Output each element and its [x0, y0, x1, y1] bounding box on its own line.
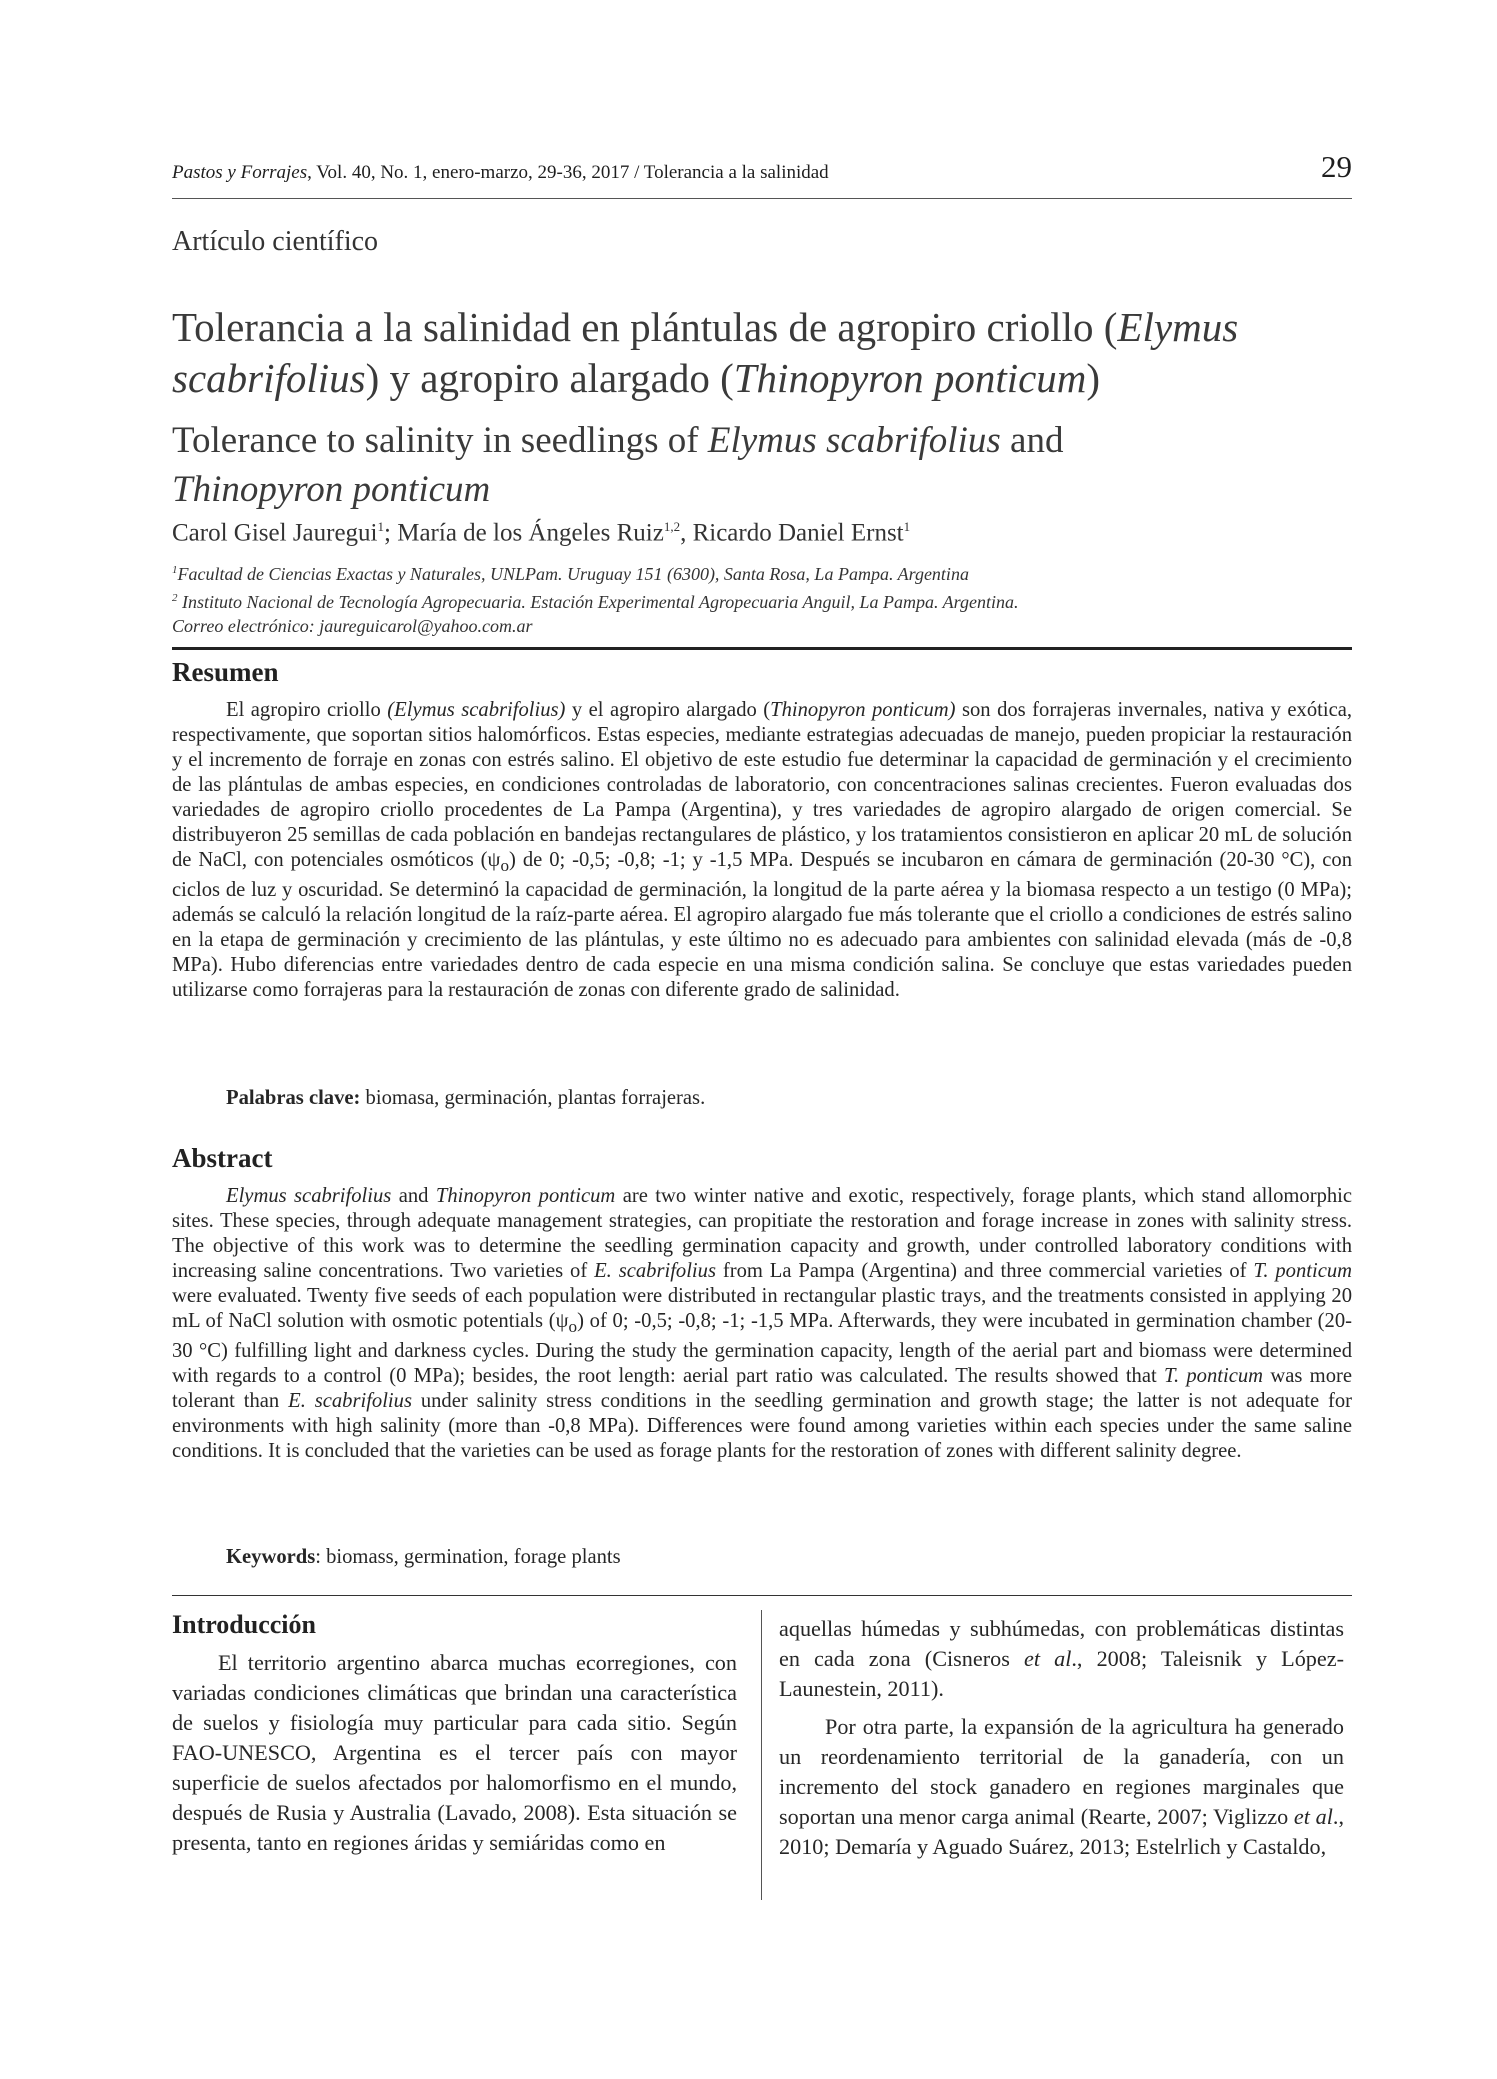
species-name: E. scabrifolius: [288, 1390, 412, 1413]
species-name: Elymus scabrifolius: [226, 1185, 392, 1207]
author-list: Carol Gisel Jauregui$^1$; María de los Ángeles Ruiz$^{1,2}$, Ricardo Daniel Ernst$^1$: [172, 519, 911, 547]
running-head-text: , Vol. 40, No. 1, enero-marzo, 29-36, 2017 / Tolerancia a la salinidad: [307, 162, 829, 183]
title-es-part2: ) y agropiro alargado (: [365, 355, 734, 401]
intro-paragraph: aquellas húmedas y subhúmedas, con problemáticas distintas en cada zona (Cisneros et al., 2008; Taleisnik y López-Launestein, 2011).: [779, 1616, 1344, 1701]
species-name: Thinopyron ponticum): [770, 699, 956, 721]
keywords: [226, 1546, 621, 1569]
contact-email: Correo electrónico: jaureguicarol@yahoo.com.ar: [172, 616, 533, 636]
title-es-part3: ): [1086, 355, 1101, 401]
affiliations: [172, 558, 1352, 638]
title-en-species2: Thinopyron ponticum: [172, 469, 491, 510]
species-name: T. ponticum: [1253, 1260, 1352, 1282]
affiliation-2: $^2$ Instituto Nacional de Tecnología Agropecuaria. Estación Experimental Agropecuaria Anguil, La Pampa. Argentina.: [172, 592, 1019, 612]
journal-name: Pastos y Forrajes: [172, 162, 308, 183]
abstract-paragraph: Elymus scabrifolius and Thinopyron ponticum are two winter native and exotic, respectively, forage plants, which stand allomorphic sites. These species, through adequate management strategies, can propitiate the restoration and forage increase in zones with salinity stress. The objective of this work was to determine the seedling germination capacity and growth, under controlled laboratory conditions with increasing saline concentrations. Two varieties of E. scabrifolius from La Pampa (Argentina) and three commercial varieties of T. ponticum were evaluated. Twenty five seeds of each population were distributed in rectangular plastic trays, and the treatments consisted in applying 20 mL of NaCl solution with osmotic potentials $(\psi_o)$ of 0; -0,5; -0,8; -1; -1,5 MPa. Afterwards, they were incubated in germination chamber (20-30 °C) fulfilling light and darkness cycles. During the study the germination capacity, length of the aerial part and biomass were determined with regards to a control (0 MPa); besides, the root length: aerial part ratio was calculated. The results showed that T. ponticum was more tolerant than E. scabrifolius under salinity stress conditions in the seedling germination and growth stage; the latter is not adequate for environments with high salinity (more than -0,8 MPa). Differences were found among varieties within each species under the same saline conditions. It is concluded that the varieties can be used as forage plants for the restoration of zones with different salinity degree.: [172, 1185, 1353, 1463]
page-number: 29: [1321, 149, 1352, 184]
affiliation-1: $^1$Facultad de Ciencias Exactas y Naturales, UNLPam. Uruguay 151 (6300), Santa Rosa, La Pampa. Argentina: [172, 564, 969, 584]
author-affil-mark: 1: [377, 519, 385, 534]
article-type: Artículo científico: [172, 226, 379, 257]
title-es-species2: Thinopyron ponticum: [733, 355, 1087, 401]
intro-paragraph: Por otra parte, la expansión de la agricultura ha generado un reordenamiento territorial de la ganadería, con un incremento del stock ganadero en regiones marginales que soportan una menor carga animal (Rearte, 2007; Viglizzo et al., 2010; Demaría y Aguado Suárez, 2013; Estelrlich y Castaldo,: [779, 1714, 1344, 1859]
keywords-label: Keywords: [226, 1546, 316, 1568]
keywords-text: biomasa, germinación, plantas forrajeras.: [360, 1087, 706, 1109]
author-name: Carol Gisel Jauregui: [172, 519, 378, 547]
section-rule: [172, 1595, 1352, 1596]
introduccion-heading: Introducción: [172, 1610, 316, 1639]
author-affil-mark: 1: [903, 519, 911, 534]
header-rule: [172, 198, 1352, 199]
author-affil-mark: 1,2: [663, 519, 681, 534]
resumen-paragraph: El agropiro criollo (Elymus scabrifolius) y el agropiro alargado (Thinopyron ponticum) son dos forrajeras invernales, nativa y exótica, respectivamente, que soportan sitios halomórficos. Estas especies, mediante estrategias adecuadas de manejo, pueden propiciar la restauración y el incremento de forraje en zonas con estrés salino. El objetivo de este estudio fue determinar la capacidad de germinación y el crecimiento de las plántulas de ambas especies, en condiciones controladas de laboratorio, con concentraciones salinas crecientes. Fueron evaluadas dos variedades de agropiro criollo procedentes de La Pampa (Argentina), y tres variedades de agropiro alargado de origen comercial. Se distribuyeron 25 semillas de cada población en bandejas rectangulares de plástico, y los tratamientos consistieron en aplicar 20 mL de solución de NaCl, con potenciales osmóticos $(\psi_o)$ de 0; -0,5; -0,8; -1; y -1,5 MPa. Después se incubaron en cámara de germinación (20-30 °C), con ciclos de luz y oscuridad. Se determinó la capacidad de germinación, la longitud de la parte aérea y la biomasa respecto a un testigo (0 MPa); además se calculó la relación longitud de la raíz-parte aérea. El agropiro alargado fue más tolerante que el criollo a condiciones de estrés salino en la etapa de germinación y crecimiento de las plántulas, y este último no es adecuado para ambientes con salinidad elevada (más de -0,8 MPa). Hubo diferencias entre variedades dentro de cada especie en una misma condición salina. Se concluye que estas variedades pueden utilizarse como forrajeras para la restauración de zonas con diferente grado de salinidad.: [172, 699, 1353, 1002]
species-name: T. ponticum: [1164, 1365, 1264, 1388]
keywords-label: Palabras clave:: [226, 1087, 361, 1109]
title-es-part1: Tolerancia a la salinidad en plántulas de agropiro criollo (: [172, 304, 1118, 350]
keywords-text: : biomass, germination, forage plants: [315, 1546, 621, 1568]
title-english: [172, 416, 1352, 514]
intro-paragraph: El territorio argentino abarca muchas ecorregiones, con variadas condiciones climáticas que brindan una característica de suelos y fisiología muy particular para cada sitio. Según FAO-UNESCO, Argentina es el tercer país con mayor superficie de suelos afectados por halomorfismo en el mundo, después de Rusia y Australia (Lavado, 2008). Esta situación se presenta, tanto en regiones áridas y semiáridas como en: [172, 1650, 737, 1855]
title-spanish: [172, 302, 1352, 404]
left-column: [172, 1608, 737, 1858]
species-name: E. scabrifolius: [594, 1260, 716, 1282]
abstract-heading: Abstract: [172, 1143, 273, 1173]
running-head: [172, 149, 1352, 186]
palabras-clave: [226, 1087, 705, 1110]
title-en-part1: Tolerance to salinity in seedlings of: [172, 420, 708, 461]
section-rule: [172, 647, 1352, 650]
title-en-species1: Elymus scabrifolius: [707, 420, 1001, 461]
title-es-species1: Elymus scabrifolius: [172, 304, 1239, 401]
abstract-body: [172, 1184, 1352, 1464]
species-name: Thinopyron ponticum: [435, 1185, 616, 1207]
column-divider: [761, 1610, 762, 1900]
title-en-part2: and: [1000, 420, 1064, 461]
author-name: María de los Ángeles Ruiz: [397, 519, 664, 547]
right-column: [779, 1614, 1344, 1862]
species-name: (Elymus scabrifolius): [387, 699, 566, 721]
resumen-heading: Resumen: [172, 657, 279, 687]
resumen-body: [172, 698, 1352, 1003]
author-name: Ricardo Daniel Ernst: [692, 519, 904, 547]
